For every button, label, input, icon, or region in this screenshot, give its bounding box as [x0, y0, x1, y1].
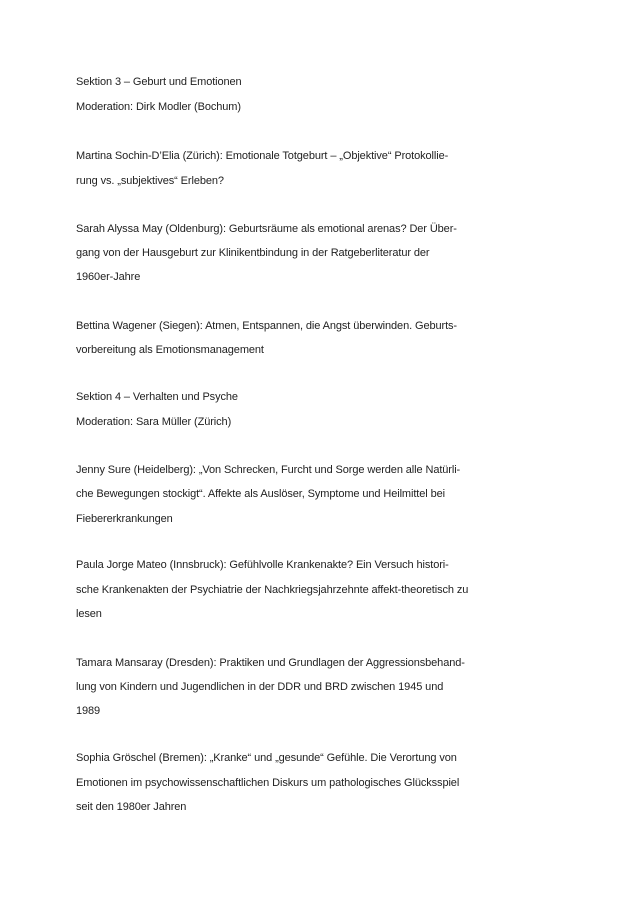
talk-line: sche Krankenakten der Psychiatrie der Nachkriegsjahrzehnte affekt-theoretisch zu: [76, 584, 469, 596]
talk-line: Tamara Mansaray (Dresden): Praktiken und Grundlagen der Aggressionsbehand-: [76, 657, 465, 669]
section-4-moderation: Moderation: Sara Müller (Zürich): [76, 416, 232, 428]
talk-line: 1989: [76, 705, 101, 717]
talk-line: Jenny Sure (Heidelberg): „Von Schrecken, Furcht und Sorge werden alle Natürli-: [76, 464, 461, 476]
talk-line: Paula Jorge Mateo (Innsbruck): Gefühlvolle Krankenakte? Ein Versuch histori-: [76, 559, 449, 571]
talk-line: seit den 1980er Jahren: [76, 801, 187, 813]
talk-line: Sophia Gröschel (Bremen): „Kranke“ und „gesunde“ Gefühle. Die Verortung von: [76, 752, 457, 764]
talk-line: che Bewegungen stockigt“. Affekte als Auslöser, Symptome und Heilmittel bei: [76, 488, 445, 500]
talk-line: Fiebererkrankungen: [76, 513, 173, 525]
talk-line: lung von Kindern und Jugendlichen in der DDR und BRD zwischen 1945 und: [76, 681, 444, 693]
section-4-title: Sektion 4 – Verhalten und Psyche: [76, 391, 238, 403]
talk-line: Martina Sochin-D’Elia (Zürich): Emotionale Totgeburt – „Objektive“ Protokollie-: [76, 150, 449, 162]
talk-line: gang von der Hausgeburt zur Klinikentbindung in der Ratgeberliteratur der: [76, 247, 430, 259]
talk-line: vorbereitung als Emotionsmanagement: [76, 344, 264, 356]
talk-line: rung vs. „subjektives“ Erleben?: [76, 175, 224, 187]
talk-line: Emotionen im psychowissenschaftlichen Diskurs um pathologisches Glücksspiel: [76, 777, 460, 789]
section-3-title: Sektion 3 – Geburt und Emotionen: [76, 76, 242, 88]
talk-line: Bettina Wagener (Siegen): Atmen, Entspannen, die Angst überwinden. Geburts-: [76, 320, 457, 332]
section-3-moderation: Moderation: Dirk Modler (Bochum): [76, 101, 241, 113]
talk-line: 1960er-Jahre: [76, 271, 141, 283]
talk-line: lesen: [76, 608, 102, 620]
talk-line: Sarah Alyssa May (Oldenburg): Geburtsräume als emotional arenas? Der Über-: [76, 223, 457, 235]
